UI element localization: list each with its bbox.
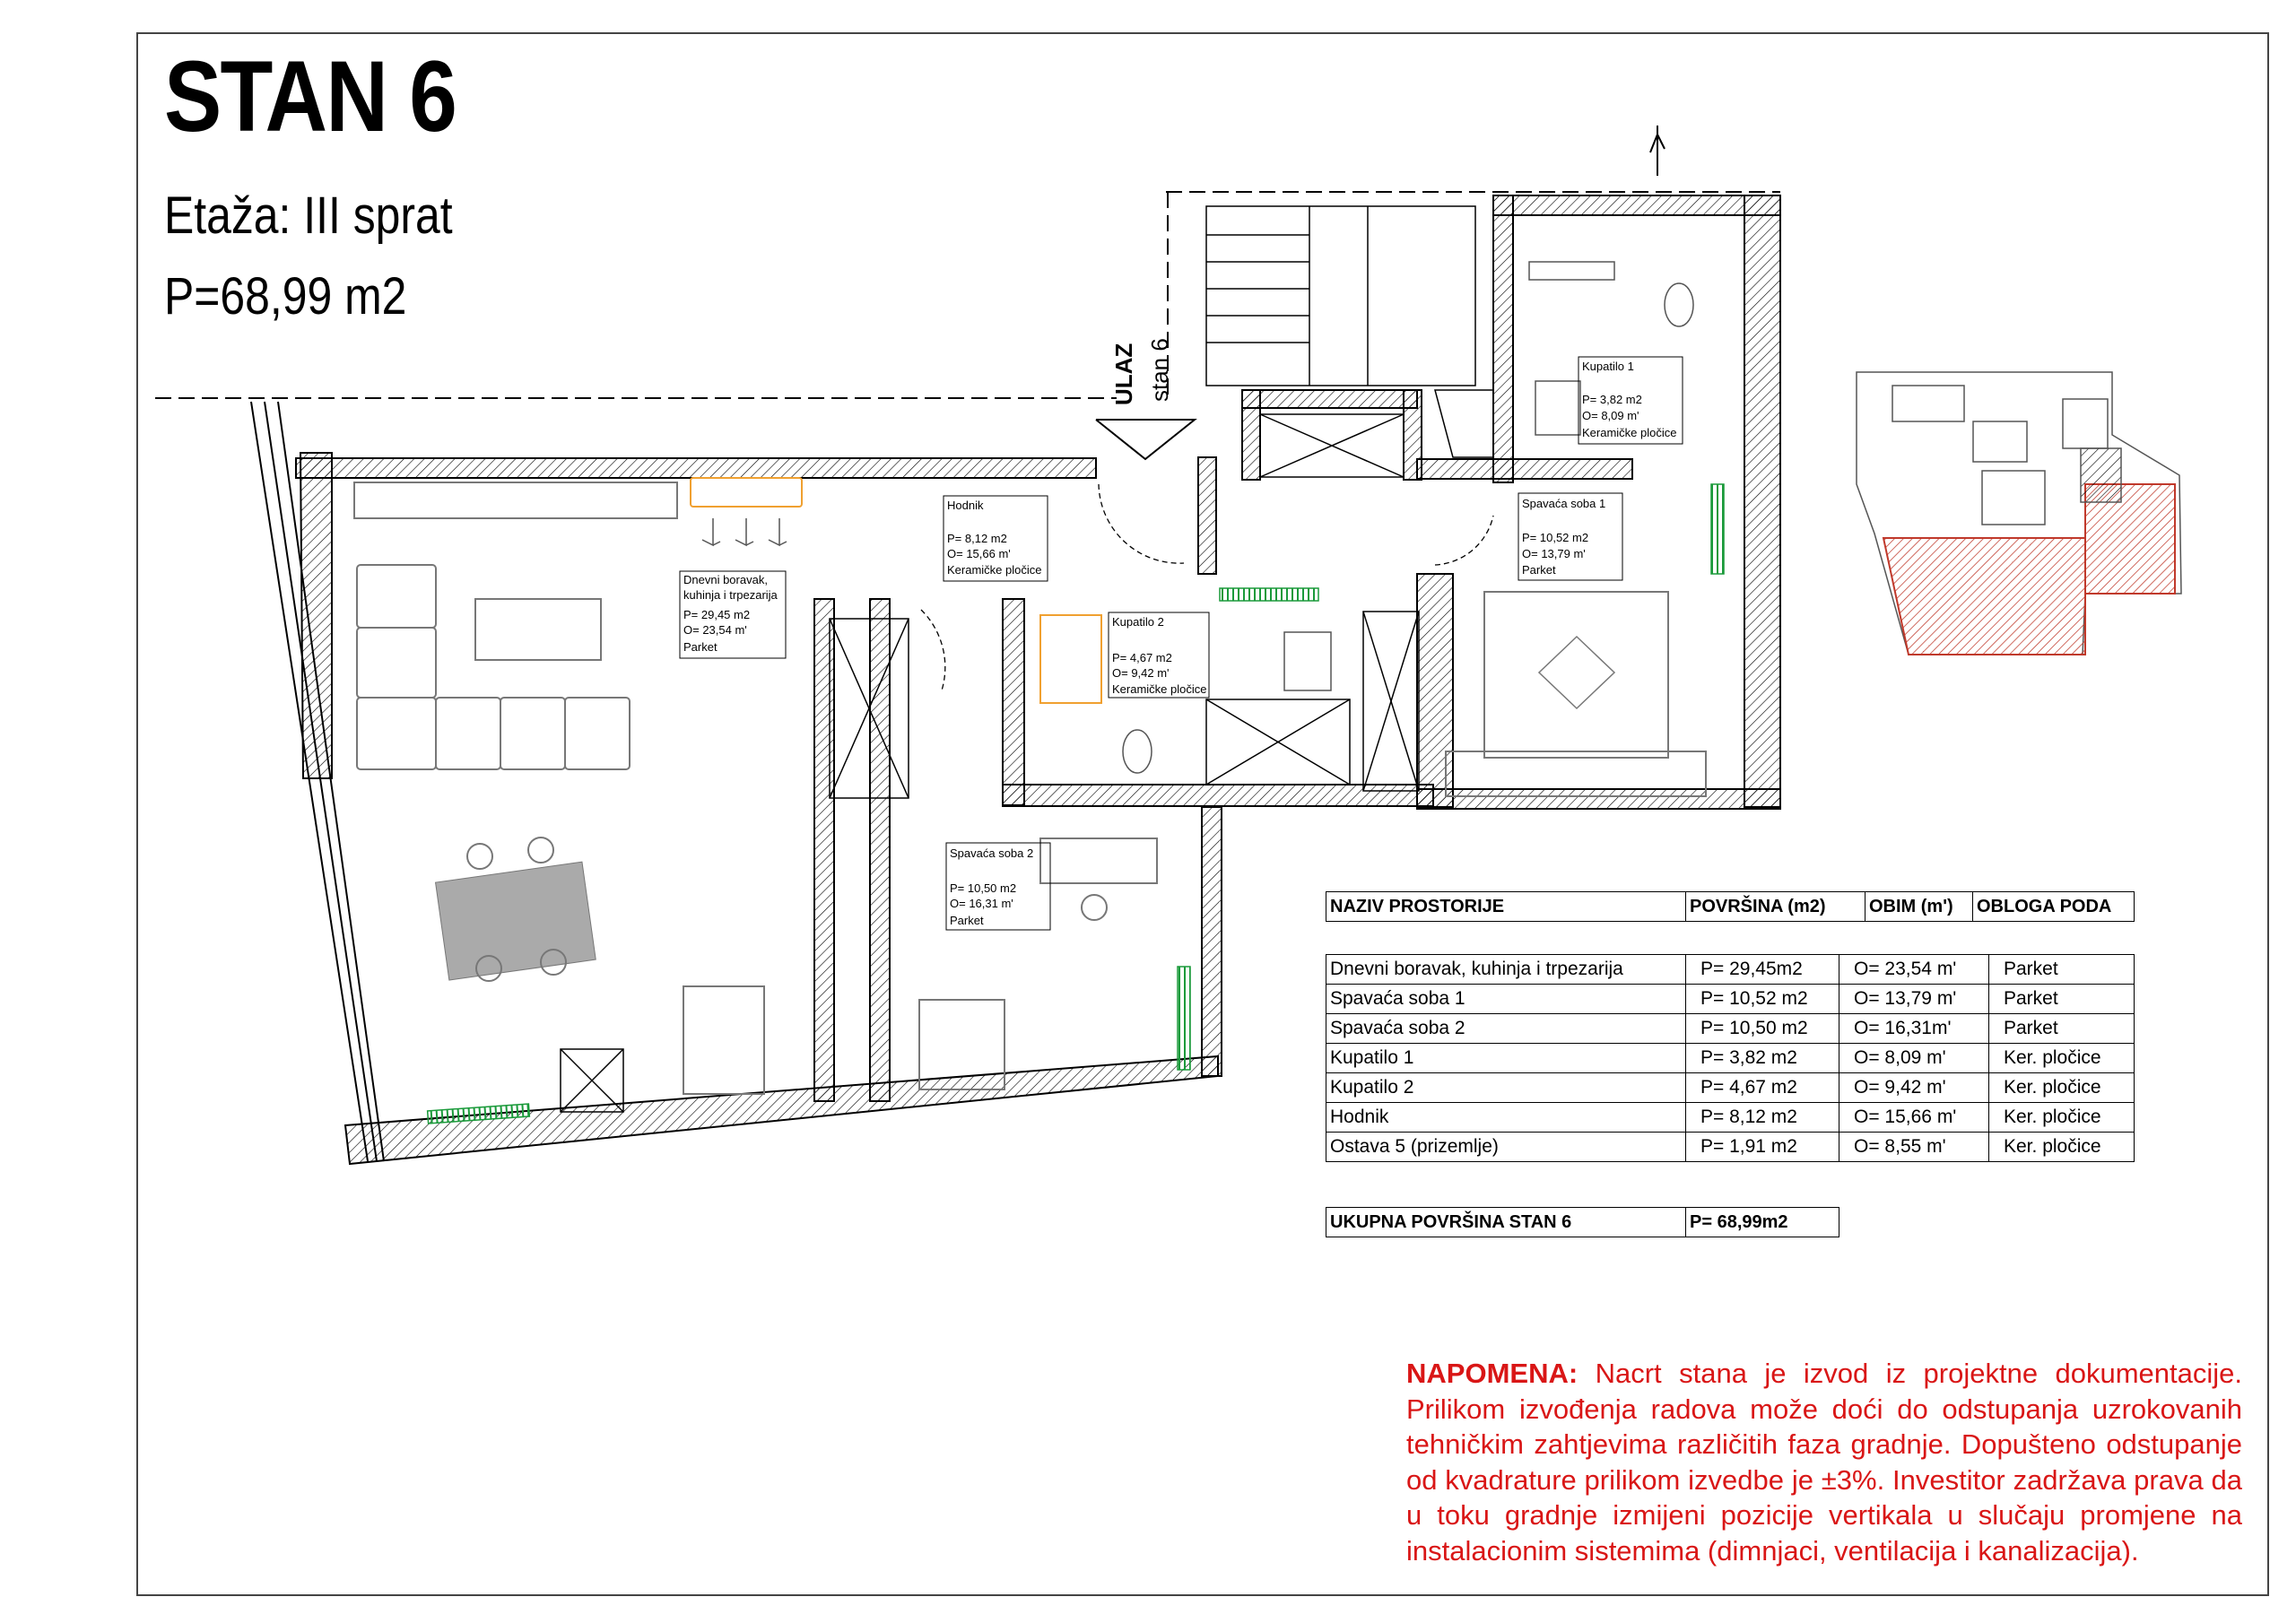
cell-area: P= 8,12 m2: [1686, 1103, 1839, 1133]
table-row: [1326, 1044, 2135, 1073]
note-label: NAPOMENA:: [1406, 1358, 1578, 1389]
cell-room: Kupatilo 2: [1326, 1073, 1686, 1103]
svg-text:O= 9,42 m': O= 9,42 m': [1112, 666, 1170, 680]
cell-perimeter: O= 8,55 m': [1839, 1133, 1989, 1162]
cell-perimeter: O= 9,42 m': [1839, 1073, 1989, 1103]
svg-text:P= 10,52 m2: P= 10,52 m2: [1522, 531, 1589, 544]
key-plan: [1857, 372, 2181, 655]
ac-unit: [691, 478, 802, 507]
note-text: Nacrt stana je izvod iz projektne dokumentacije. Prilikom izvođenja radova može doći do odstupanja uzrokovanih tehničkim zahtjevima različitih faza gradnje. Dopušteno odstupanje od kvadrature prilikom izvedbe je ±3%. Investitor zadržava prava da u toku gradnje izmijeni pozicije vertikala u slučaju promjene na instalacionim sistemima (dimnjaci, ventilacija i kanalizacija).: [1406, 1358, 2242, 1567]
cell-flooring: Ker. pločice: [1989, 1103, 2135, 1133]
entrance-sublabel: stan 6: [1146, 338, 1173, 402]
cell-flooring: Parket: [1989, 1014, 2135, 1044]
bed-pillow: [1539, 637, 1614, 708]
cell-flooring: Parket: [1989, 955, 2135, 985]
svg-text:Dnevni boravak,: Dnevni boravak,: [683, 573, 768, 586]
svg-text:P= 10,50 m2: P= 10,50 m2: [950, 881, 1017, 895]
cell-flooring: Ker. pločice: [1989, 1073, 2135, 1103]
cell-room: Ostava 5 (prizemlje): [1326, 1133, 1686, 1162]
svg-text:O= 13,79 m': O= 13,79 m': [1522, 547, 1586, 560]
table-row: [1326, 1133, 2135, 1162]
cell-perimeter: O= 13,79 m': [1839, 985, 1989, 1014]
cell-area: P= 3,82 m2: [1686, 1044, 1839, 1073]
note-paragraph: [1406, 1356, 2242, 1568]
svg-text:Keramičke pločice: Keramičke pločice: [1582, 426, 1677, 439]
total-value: P= 68,99m2: [1686, 1208, 1839, 1237]
svg-text:Kupatilo 2: Kupatilo 2: [1112, 615, 1164, 629]
total-row: [1326, 1207, 1839, 1237]
boundary-lines: [155, 187, 1780, 398]
cell-perimeter: O= 16,31m': [1839, 1014, 1989, 1044]
cell-perimeter: O= 15,66 m': [1839, 1103, 1989, 1133]
svg-text:Parket: Parket: [1522, 563, 1556, 577]
dining-table: [436, 862, 596, 980]
table-row: [1326, 985, 2135, 1014]
cell-perimeter: O= 8,09 m': [1839, 1044, 1989, 1073]
svg-text:P= 3,82 m2: P= 3,82 m2: [1582, 393, 1642, 406]
cell-flooring: Ker. pločice: [1989, 1044, 2135, 1073]
cell-area: P= 1,91 m2: [1686, 1133, 1839, 1162]
ac-arrows: [702, 518, 787, 545]
svg-text:Keramičke pločice: Keramičke pločice: [1112, 682, 1207, 696]
table-row: [1326, 955, 2135, 985]
col-area: POVRŠINA (m2): [1686, 892, 1866, 922]
cell-flooring: Parket: [1989, 985, 2135, 1014]
north-arrow-icon: [1650, 126, 1665, 176]
col-flooring: OBLOGA PODA: [1973, 892, 2135, 922]
svg-text:O= 8,09 m': O= 8,09 m': [1582, 409, 1639, 422]
svg-text:Kupatilo 1: Kupatilo 1: [1582, 360, 1634, 373]
svg-text:O= 15,66 m': O= 15,66 m': [947, 547, 1011, 560]
entrance-arrow-icon: [1096, 420, 1195, 459]
table-row: [1326, 1103, 2135, 1133]
svg-text:O= 16,31 m': O= 16,31 m': [950, 897, 1013, 910]
svg-text:Spavaća soba 1: Spavaća soba 1: [1522, 497, 1606, 510]
svg-text:Keramičke pločice: Keramičke pločice: [947, 563, 1042, 577]
room-table: [1326, 954, 2135, 1162]
svg-text:Parket: Parket: [683, 640, 718, 654]
shafts: [561, 414, 1419, 1112]
cell-room: Spavaća soba 1: [1326, 985, 1686, 1014]
table-row: [1326, 1073, 2135, 1103]
svg-text:P= 29,45 m2: P= 29,45 m2: [683, 608, 751, 621]
cell-room: Spavaća soba 2: [1326, 1014, 1686, 1044]
table-header: [1326, 891, 2135, 922]
total-label: UKUPNA POVRŠINA STAN 6: [1326, 1208, 1686, 1237]
svg-text:kuhinja i trpezarija: kuhinja i trpezarija: [683, 588, 778, 602]
cell-area: P= 29,45m2: [1686, 955, 1839, 985]
cell-area: P= 10,50 m2: [1686, 1014, 1839, 1044]
cell-perimeter: O= 23,54 m': [1839, 955, 1989, 985]
floor-label: Etaža: III sprat: [164, 187, 453, 245]
cell-room: Hodnik: [1326, 1103, 1686, 1133]
col-perimeter: OBIM (m'): [1866, 892, 1973, 922]
entrance-label: ULAZ: [1110, 343, 1137, 405]
cell-area: P= 10,52 m2: [1686, 985, 1839, 1014]
cell-room: Kupatilo 1: [1326, 1044, 1686, 1073]
svg-text:P= 8,12 m2: P= 8,12 m2: [947, 532, 1007, 545]
page-title: STAN 6: [164, 40, 457, 152]
svg-text:P= 4,67 m2: P= 4,67 m2: [1112, 651, 1172, 664]
cell-area: P= 4,67 m2: [1686, 1073, 1839, 1103]
svg-text:Spavaća soba 2: Spavaća soba 2: [950, 846, 1034, 860]
shower-tray: [1040, 615, 1101, 703]
svg-text:Parket: Parket: [950, 914, 984, 927]
svg-text:O= 23,54 m': O= 23,54 m': [683, 623, 747, 637]
svg-text:Hodnik: Hodnik: [947, 499, 984, 512]
col-room-name: NAZIV PROSTORIJE: [1326, 892, 1686, 922]
table-row: [1326, 1014, 2135, 1044]
cell-room: Dnevni boravak, kuhinja i trpezarija: [1326, 955, 1686, 985]
area-label: P=68,99 m2: [164, 267, 407, 325]
cell-flooring: Ker. pločice: [1989, 1133, 2135, 1162]
